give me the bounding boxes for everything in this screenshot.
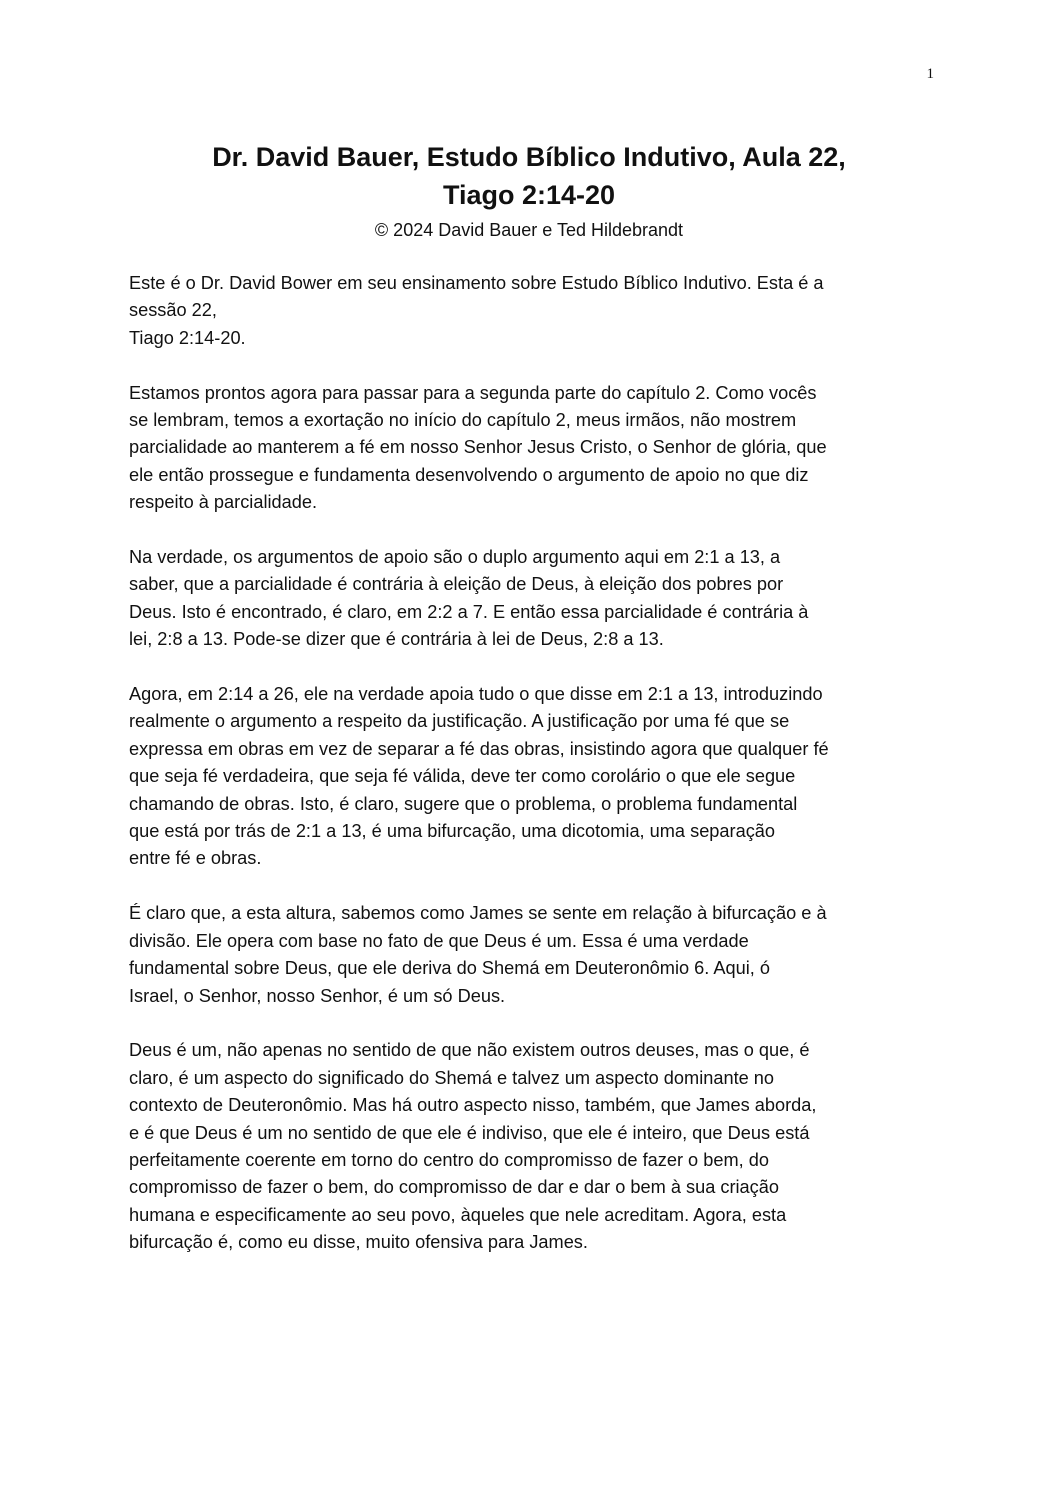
paragraph-line: parcialidade ao manterem a fé em nosso Senhor Jesus Cristo, o Senhor de glória, que (129, 437, 827, 458)
paragraph-line: realmente o argumento a respeito da justificação. A justificação por uma fé que se (129, 711, 790, 732)
copyright-notice: © 2024 David Bauer e Ted Hildebrandt (374, 220, 684, 240)
paragraph-line: expressa em obras em vez de separar a fé das obras, insistindo agora que qualquer fé (129, 738, 829, 759)
body-text (129, 270, 941, 1284)
paragraph-line: respeito à parcialidade. (129, 492, 318, 513)
paragraph-line: que está por trás de 2:1 a 13, é uma bifurcação, uma dicotomia, uma separação (129, 821, 776, 842)
paragraph-line: contexto de Deuteronômio. Mas há outro aspecto nisso, também, que James aborda, (129, 1095, 817, 1116)
paragraph (129, 900, 941, 1010)
document-title (100, 138, 958, 214)
title-line-1: Dr. David Bauer, Estudo Bíblico Indutivo, Aula 22, (212, 142, 846, 172)
paragraph-line: chamando de obras. Isto, é claro, sugere que o problema, o problema fundamental (129, 793, 798, 814)
paragraph-line: ele então prossegue e fundamenta desenvolvendo o argumento de apoio no que diz (129, 464, 809, 485)
paragraph-line: sessão 22, (129, 300, 217, 321)
paragraph (129, 380, 941, 517)
paragraph-line: bifurcação é, como eu disse, muito ofensiva para James. (129, 1232, 588, 1253)
paragraph (129, 681, 941, 873)
paragraph (129, 544, 941, 654)
paragraph-line: que seja fé verdadeira, que seja fé válida, deve ter como corolário o que ele segue (129, 766, 796, 787)
paragraph-line: Este é o Dr. David Bower em seu ensinamento sobre Estudo Bíblico Indutivo. Esta é a (129, 273, 824, 293)
paragraph-line: fundamental sobre Deus, que ele deriva do Shemá em Deuteronômio 6. Aqui, ó (129, 958, 770, 979)
paragraph-line: humana e especificamente ao seu povo, àqueles que nele acreditam. Agora, esta (129, 1204, 787, 1225)
paragraph (129, 270, 941, 352)
paragraph-line: perfeitamente coerente em torno do centro do compromisso de fazer o bem, do (129, 1149, 769, 1170)
paragraph-line: É claro que, a esta altura, sabemos como James se sente em relação à bifurcação e à (129, 903, 827, 924)
paragraph-line: claro, é um aspecto do significado do Shemá e talvez um aspecto dominante no (129, 1067, 775, 1088)
paragraph-line: Israel, o Senhor, nosso Senhor, é um só Deus. (129, 985, 506, 1006)
paragraph (129, 1037, 941, 1256)
paragraph-line: Tiago 2:14-20. (129, 327, 246, 348)
paragraph-line: Estamos prontos agora para passar para a segunda parte do capítulo 2. Como vocês (129, 382, 817, 403)
paragraph-line: Deus. Isto é encontrado, é claro, em 2:2 a 7. E então essa parcialidade é contrária à (129, 601, 809, 622)
page-number: 1 (926, 66, 934, 82)
title-line-2: Tiago 2:14-20 (442, 180, 616, 210)
paragraph-line: se lembram, temos a exortação no início do capítulo 2, meus irmãos, não mostrem (129, 410, 797, 431)
paragraph-line: divisão. Ele opera com base no fato de que Deus é um. Essa é uma verdade (129, 930, 749, 951)
paragraph-line: saber, que a parcialidade é contrária à eleição de Deus, à eleição dos pobres por (129, 574, 784, 595)
paragraph-line: lei, 2:8 a 13. Pode-se dizer que é contrária à lei de Deus, 2:8 a 13. (129, 629, 664, 650)
paragraph-line: Agora, em 2:14 a 26, ele na verdade apoia tudo o que disse em 2:1 a 13, introduzindo (129, 684, 823, 705)
paragraph-line: e é que Deus é um no sentido de que ele é indiviso, que ele é inteiro, que Deus está (129, 1122, 810, 1143)
paragraph-line: entre fé e obras. (129, 848, 262, 869)
paragraph-line: Deus é um, não apenas no sentido de que não existem outros deuses, mas o que, é (129, 1040, 810, 1061)
paragraph-line: Na verdade, os argumentos de apoio são o duplo argumento aqui em 2:1 a 13, a (129, 547, 781, 568)
paragraph-line: compromisso de fazer o bem, do compromisso de dar e dar o bem à sua criação (129, 1177, 779, 1198)
